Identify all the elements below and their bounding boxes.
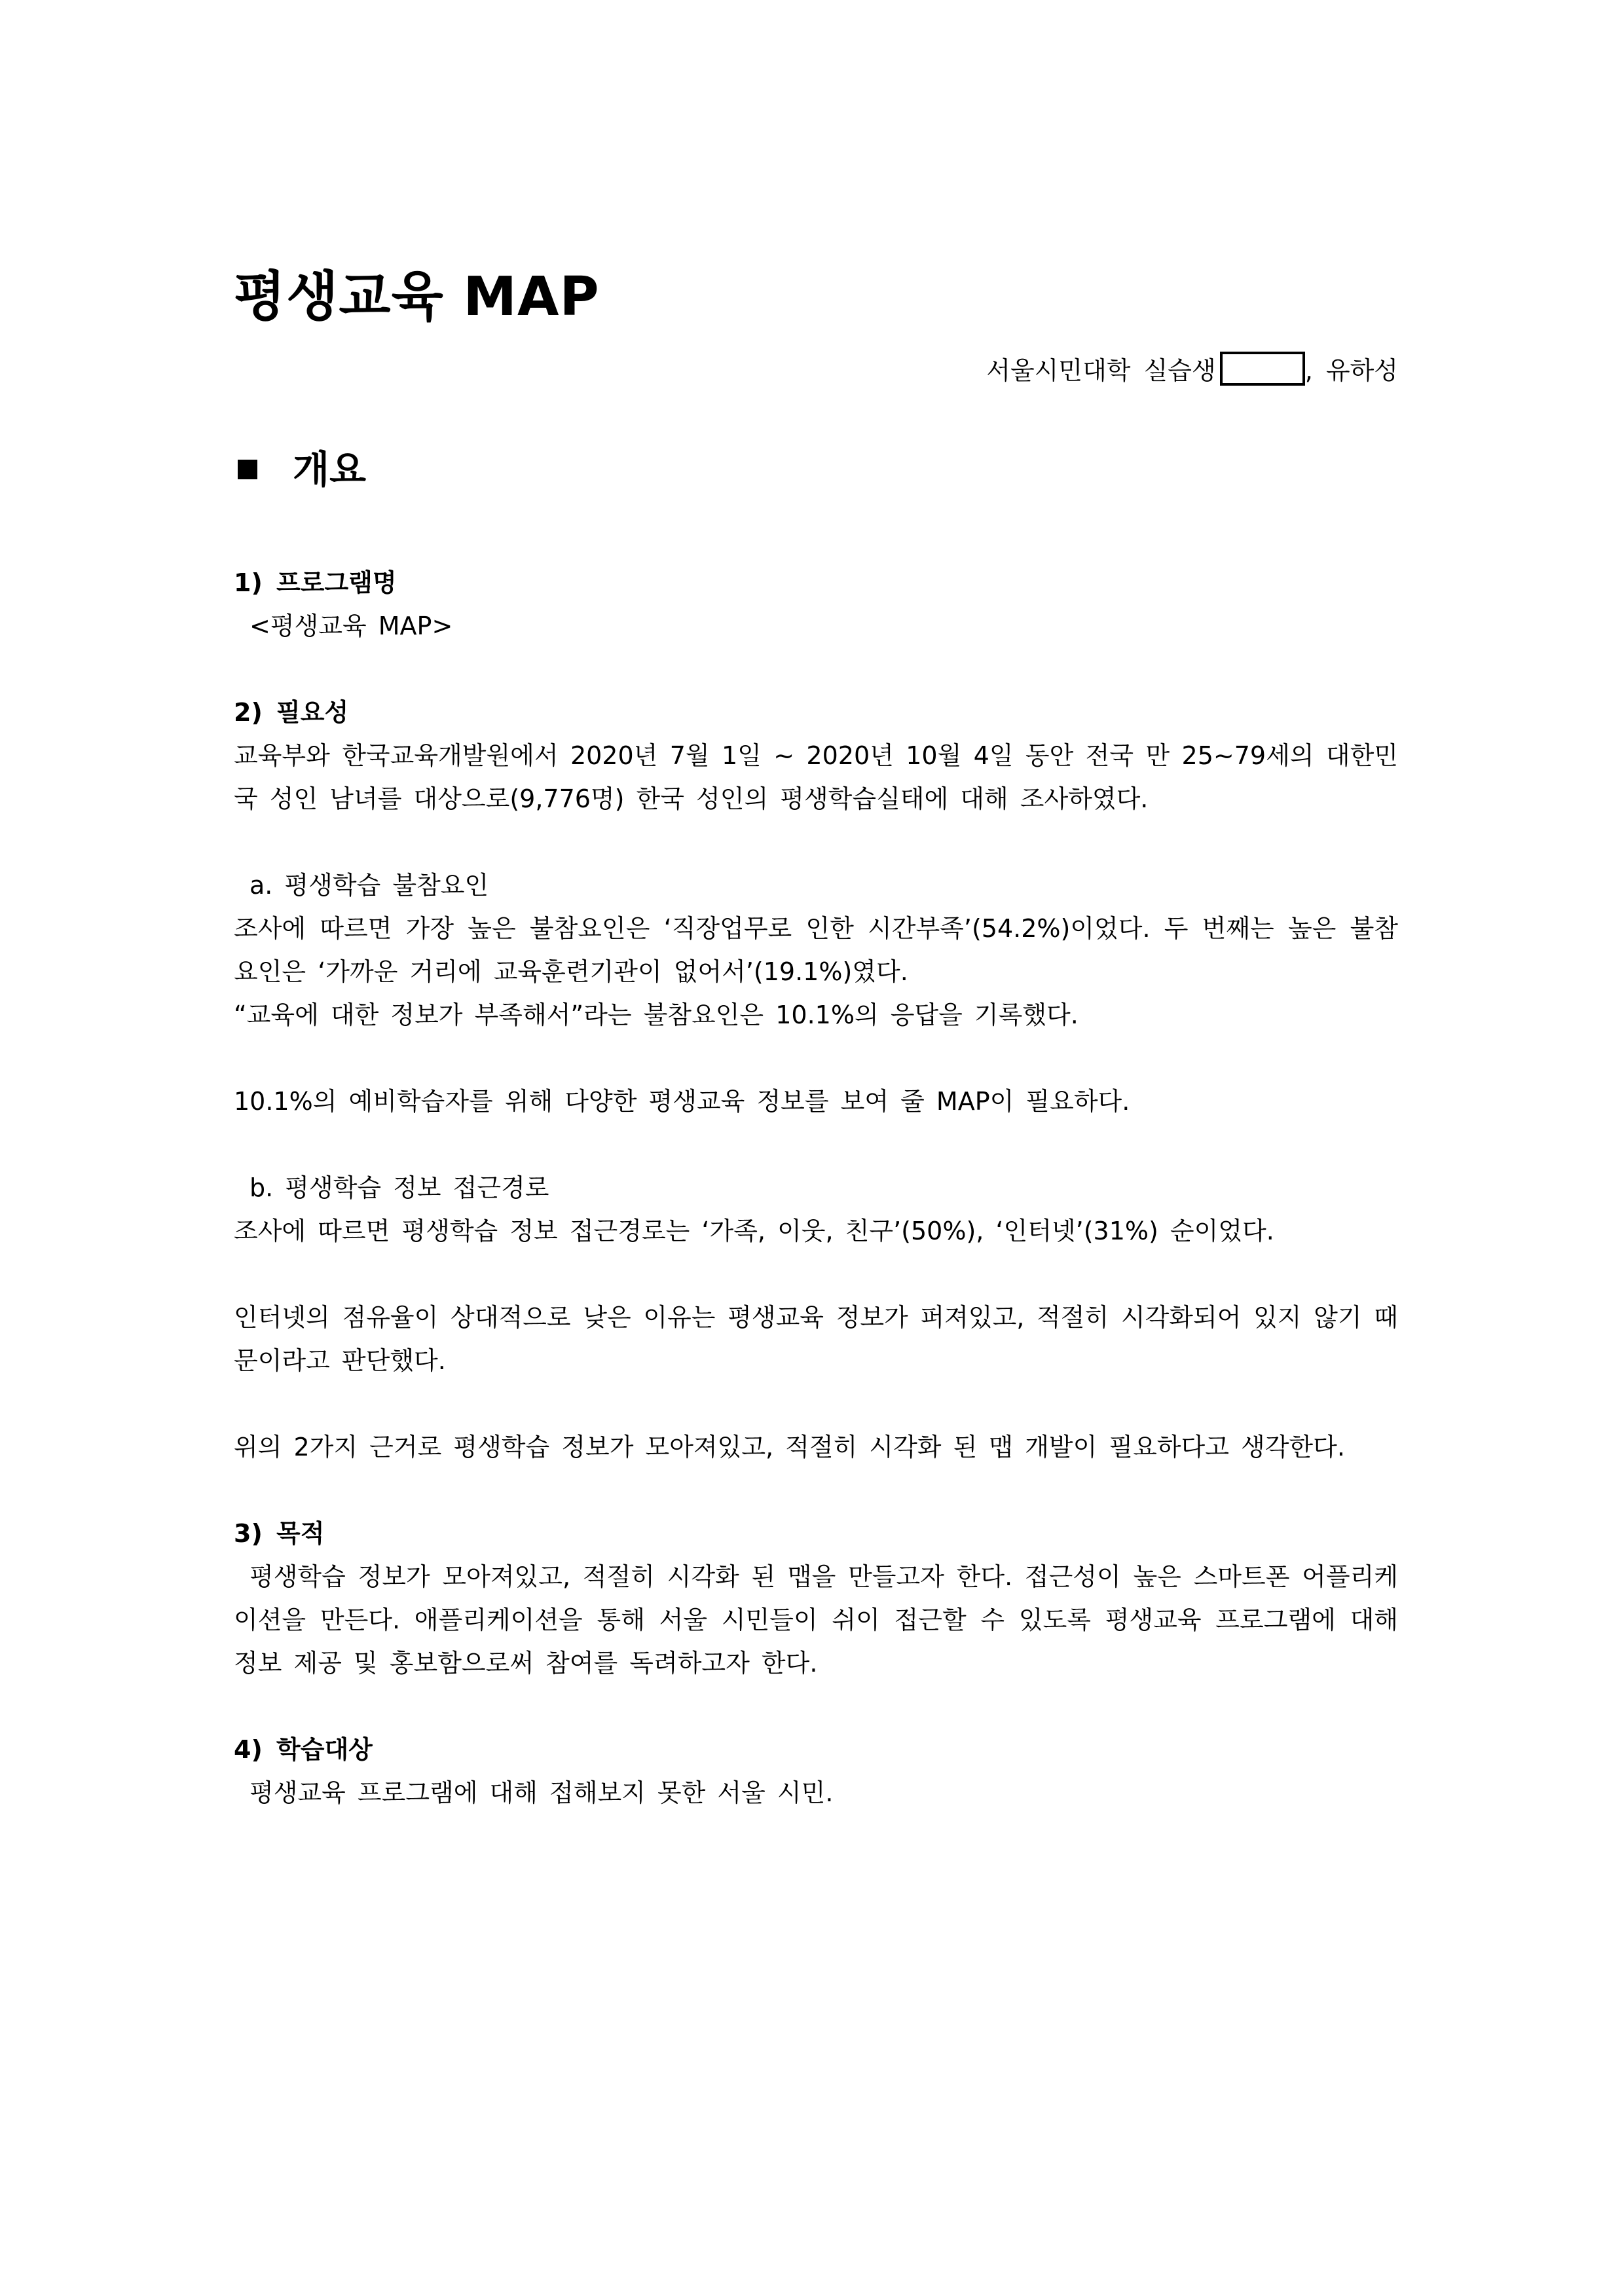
non-participation-conclusion: 10.1%의 예비학습자를 위해 다양한 평생교육 정보를 보여 줄 MAP이 필요하다. [234, 1087, 1130, 1116]
document-content [234, 259, 1398, 1814]
program-name-value: <평생교육 MAP> [249, 612, 453, 640]
redacted-name-box [1220, 352, 1305, 386]
byline-affiliation: 서울시민대학 실습생 [986, 356, 1216, 385]
section-title: 개요 [293, 447, 367, 492]
access-path-heading: b. 평생학습 정보 접근경로 [249, 1173, 549, 1202]
target-block [234, 1728, 1398, 1814]
necessity-block [234, 691, 1398, 1469]
necessity-intro: 교육부와 한국교육개발원에서 2020년 7월 1일 ~ 2020년 10월 4일 동안 전국 만 25~79세의 대한민국 성인 남녀를 대상으로(9,776명) 한국 성인의 평생학습실태에 대해 조사하였다. [234, 741, 1398, 813]
purpose-block [234, 1512, 1398, 1685]
program-name-heading: 1) 프로그램명 [234, 568, 397, 597]
document-title: 평생교육 MAP [234, 266, 600, 328]
necessity-heading: 2) 필요성 [234, 698, 349, 727]
non-participation-text-1: 조사에 따르면 가장 높은 불참요인은 ‘직장업무로 인한 시간부족’(54.2%)이었다. 두 번째는 높은 불참요인은 ‘가까운 거리에 교육훈련기관이 없어서’(19.1%)였다. [234, 914, 1398, 986]
purpose-heading: 3) 목적 [234, 1519, 325, 1548]
target-text: 평생교육 프로그램에 대해 접해보지 못한 서울 시민. [249, 1778, 834, 1807]
access-path-text-2: 인터넷의 점유율이 상대적으로 낮은 이유는 평생교육 정보가 퍼져있고, 적절히 시각화되어 있지 않기 때문이라고 판단했다. [234, 1303, 1398, 1375]
byline-author: , 유하성 [1304, 356, 1398, 385]
non-participation-text-2: “교육에 대한 정보가 부족해서”라는 불참요인은 10.1%의 응답을 기록했다. [234, 1001, 1079, 1029]
purpose-text: 평생학습 정보가 모아져있고, 적절히 시각화 된 맵을 만들고자 한다. 접근성이 높은 스마트폰 어플리케이션을 만든다. 애플리케이션을 통해 서울 시민들이 쉬이 접근할 수 있도록 평생교육 프로그램에 대해 정보 제공 및 홍보함으로써 참여를 독려하고자 한다. [234, 1562, 1398, 1678]
program-name-block [234, 561, 1398, 648]
author-byline [234, 349, 1398, 392]
access-path-text-1: 조사에 따르면 평생학습 정보 접근경로는 ‘가족, 이웃, 친구’(50%), ‘인터넷’(31%) 순이었다. [234, 1217, 1274, 1245]
black-square-icon [238, 460, 257, 479]
access-path-text-3: 위의 2가지 근거로 평생학습 정보가 모아져있고, 적절히 시각화 된 맵 개발이 필요하다고 생각한다. [234, 1433, 1345, 1461]
section-heading-overview [234, 443, 1398, 496]
non-participation-heading: a. 평생학습 불참요인 [249, 871, 489, 900]
target-heading: 4) 학습대상 [234, 1735, 373, 1764]
